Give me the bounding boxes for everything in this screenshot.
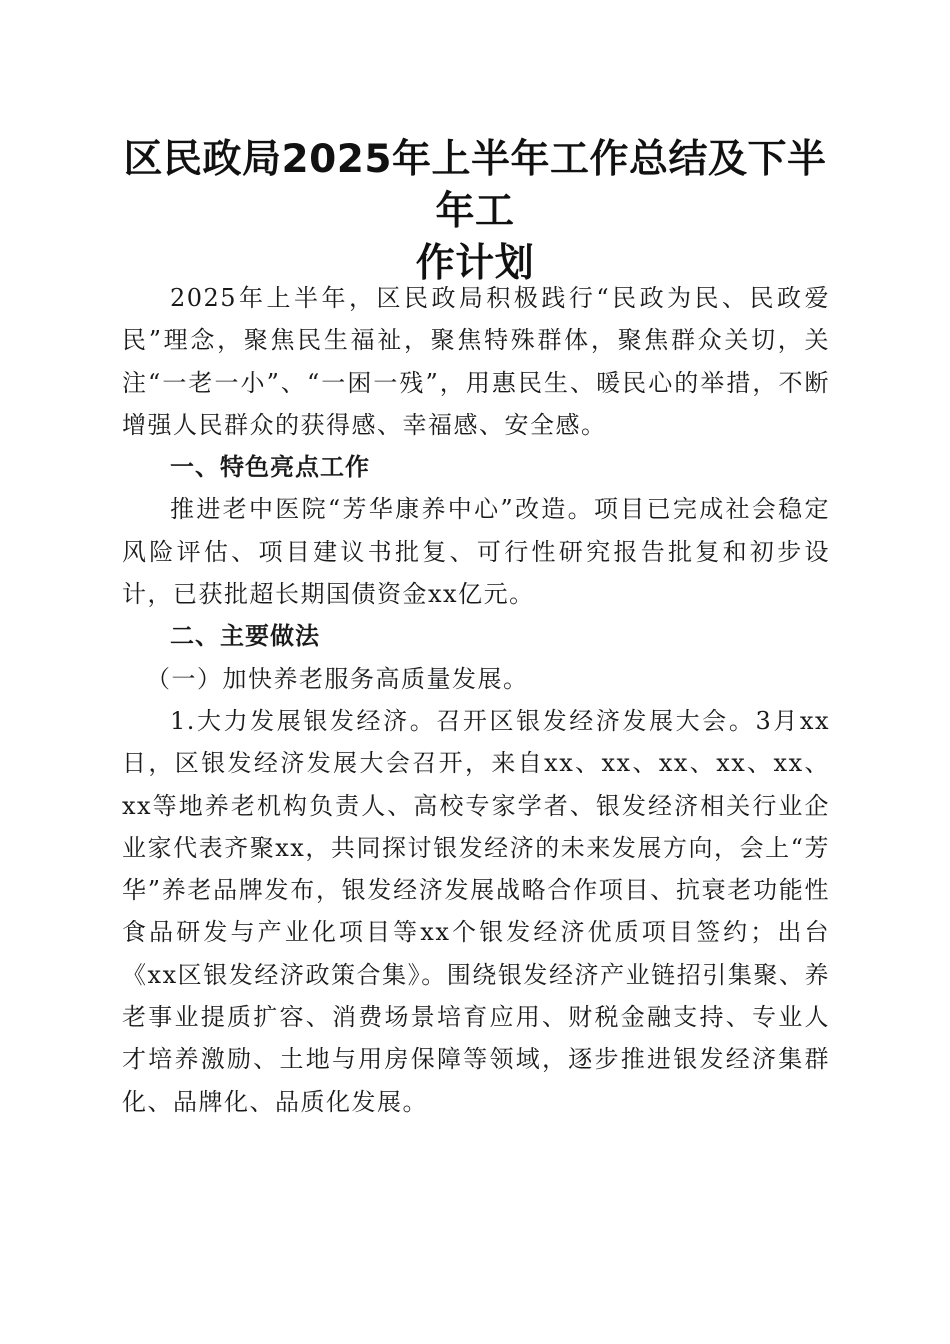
subsection-heading-elderly-care: （一）加快养老服务高质量发展。 (146, 664, 529, 693)
section-heading-main-practices: 二、主要做法 (170, 622, 320, 651)
intro-paragraph: 2025年上半年，区民政局积极践行“民政为民、民政爱民”理念，聚焦民生福祉，聚焦特殊群体，聚焦群众关切，关注“一老一小”、“一困一残”，用惠民生、暖民心的举措，不断增强人民群众的获得感、幸福感、安全感。 (122, 284, 830, 439)
silver-economy-paragraph: 1.大力发展银发经济。召开区银发经济发展大会。3月xx日，区银发经济发展大会召开，来自xx、xx、xx、xx、xx、xx等地养老机构负责人、高校专家学者、银发经济相关行业企业家代表齐聚xx，共同探讨银发经济的未来发展方向，会上“芳华”养老品牌发布，银发经济发展战略合作项目、抗衰老功能性食品研发与产业化项目等xx个银发经济优质项目签约；出台《xx区银发经济政策合集》。围绕银发经济产业链招引集聚、养老事业提质扩容、消费场景培育应用、财税金融支持、专业人才培养激励、土地与用房保障等领域，逐步推进银发经济集群化、品牌化、品质化发展。 (122, 706, 830, 1116)
section-heading-highlights: 一、特色亮点工作 (170, 453, 370, 482)
title-line-1: 区民政局2025年上半年工作总结及下半年工 (123, 137, 827, 234)
document-title (110, 134, 840, 290)
document-body (122, 277, 830, 1123)
highlights-paragraph: 推进老中医院“芳华康养中心”改造。项目已完成社会稳定风险评估、项目建议书批复、可行性研究报告批复和初步设计，已获批超长期国债资金xx亿元。 (122, 495, 830, 609)
title-line-2: 作计划 (415, 241, 535, 286)
